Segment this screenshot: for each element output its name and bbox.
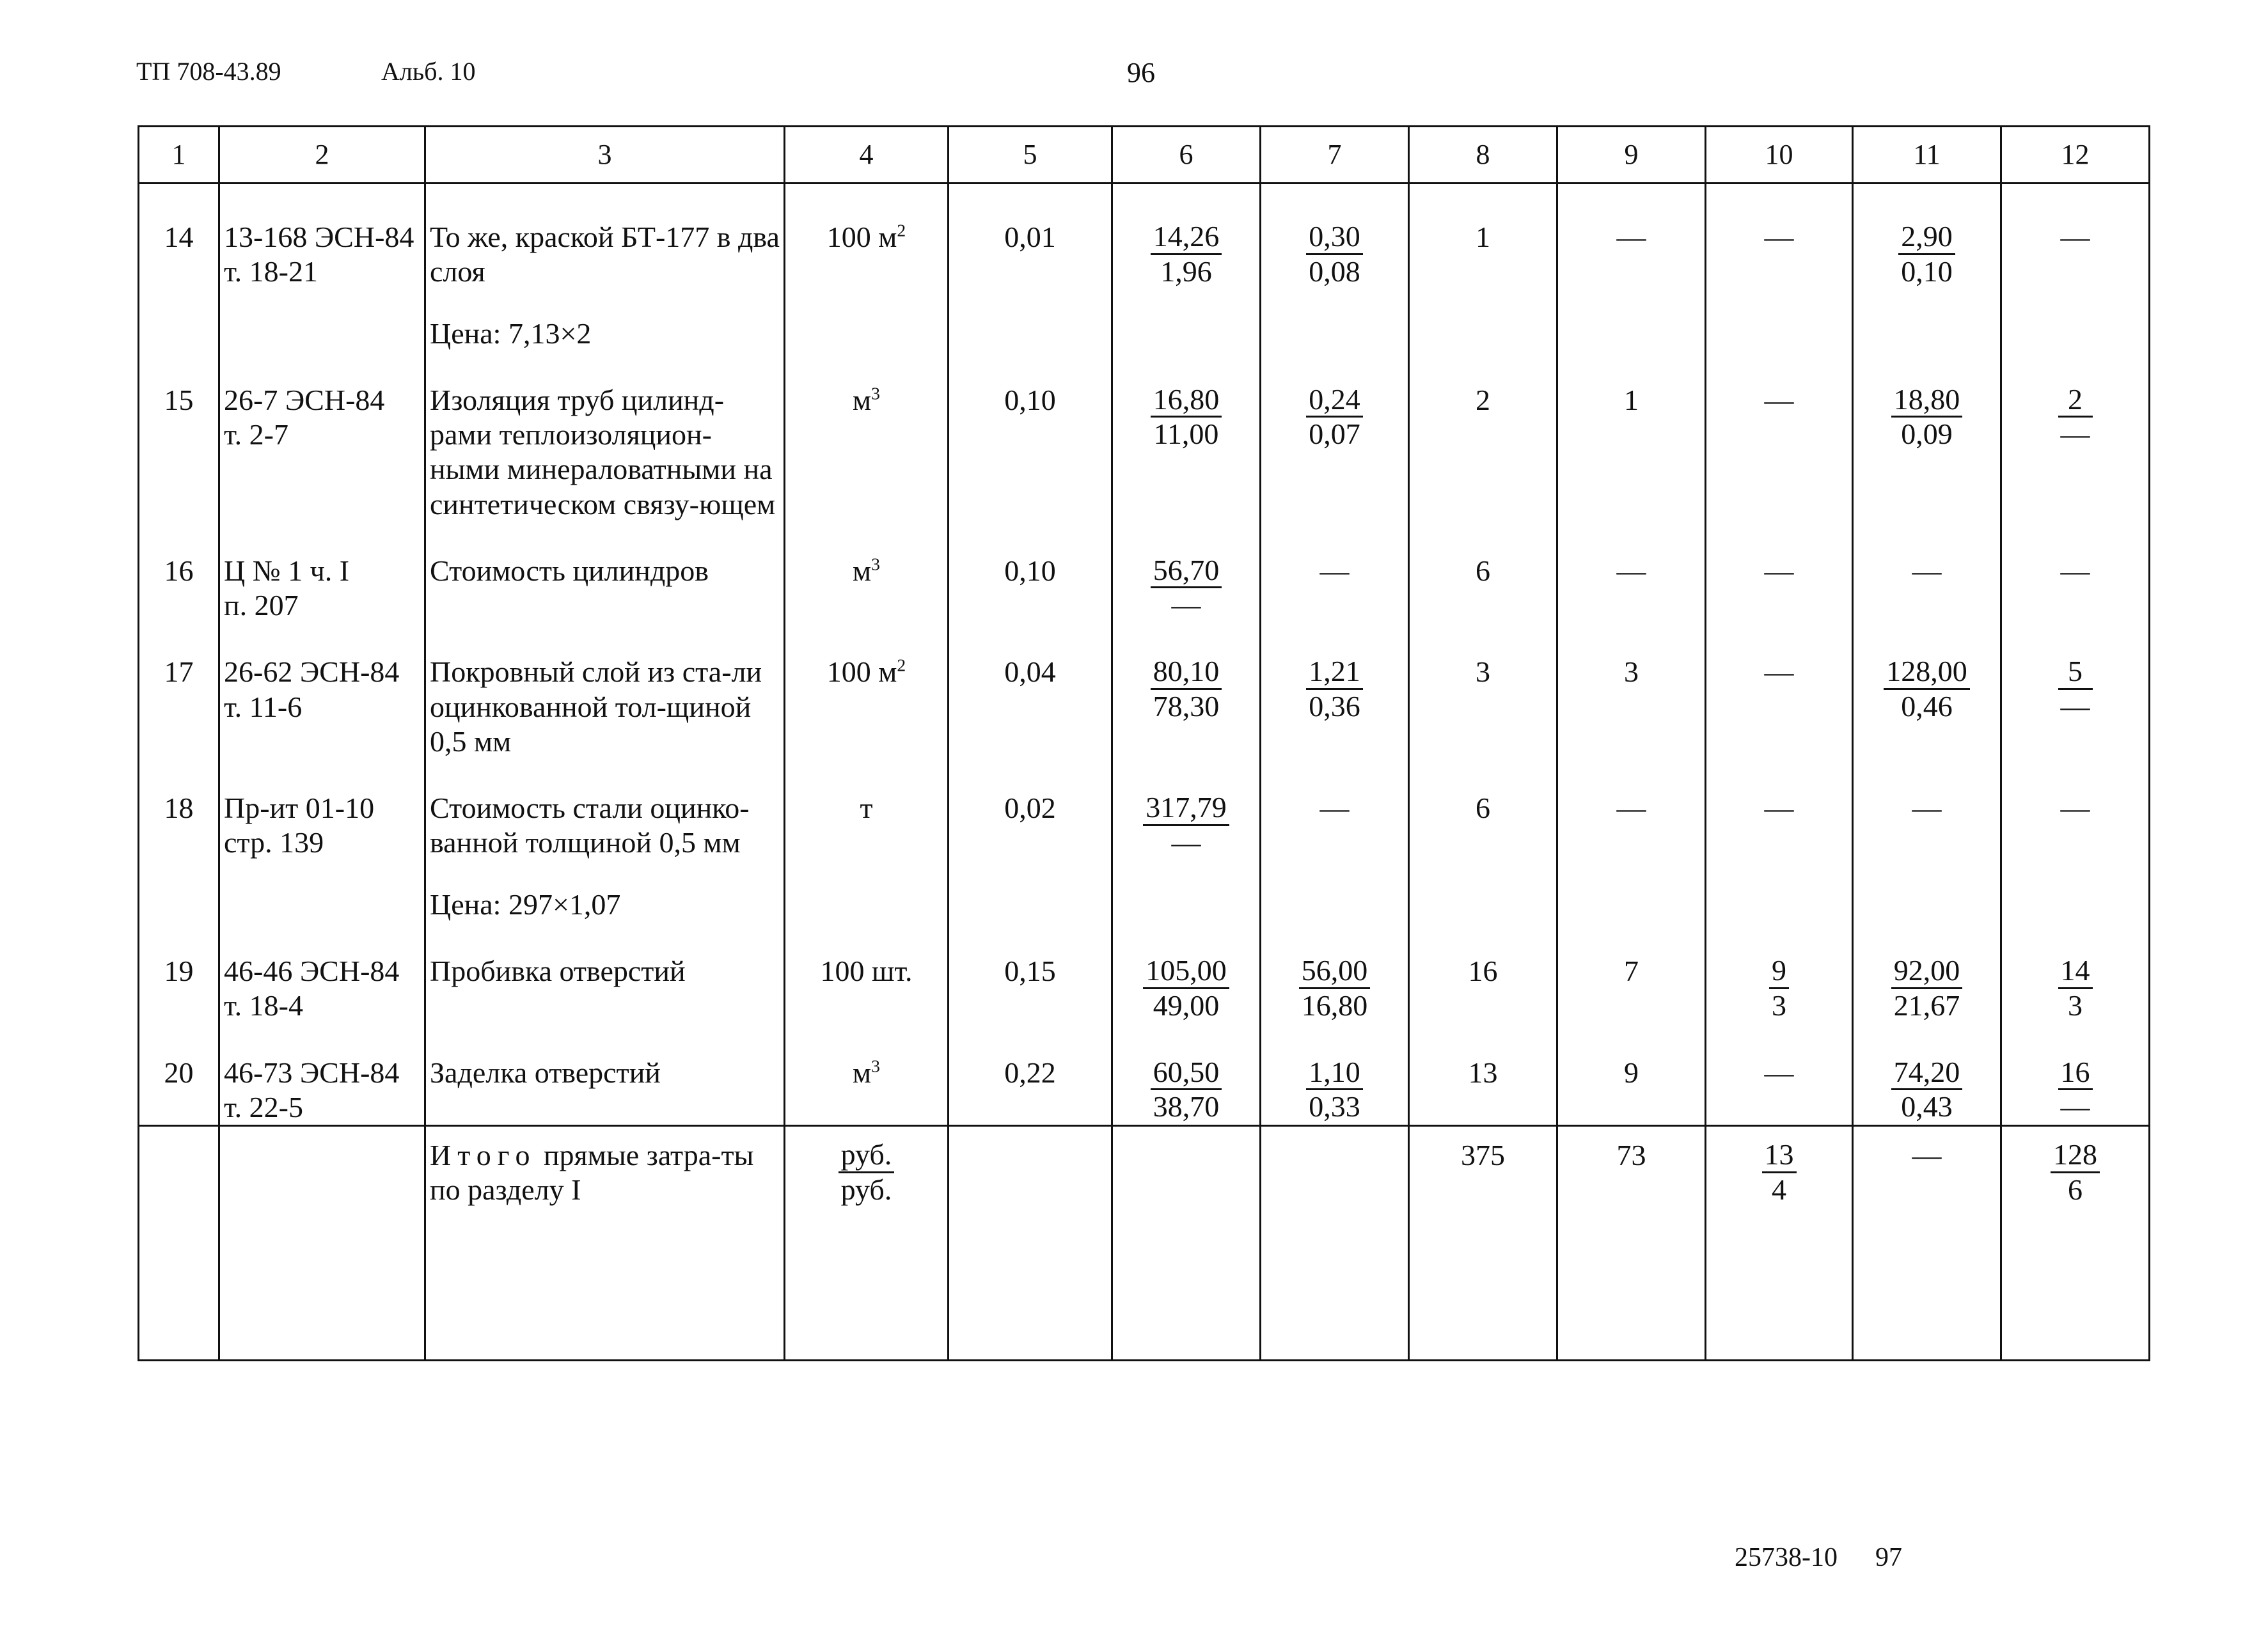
column-number: 2 [219,127,425,184]
cell-value: — [1764,554,1794,587]
fraction-numerator: 0,30 [1306,220,1363,255]
normative-code-cell [219,922,425,1024]
row-number-cell [139,759,219,922]
unit-label: м [853,1056,872,1089]
total-column-10-cell [1706,1126,1853,1361]
cell-value: 13 [1468,1056,1498,1089]
table-row [139,1024,2150,1126]
total-column-12-cell [2001,1126,2150,1361]
quantity-cell [949,184,1112,351]
total-empty-cell [949,1126,1112,1361]
cell-value: 6 [1476,792,1490,825]
unit-exponent: 2 [897,655,906,676]
fraction-denominator: — [1171,825,1201,859]
fraction-denominator: 0,08 [1309,254,1360,288]
fraction-value [1762,1138,1797,1206]
fraction-numerator: 1,10 [1306,1056,1363,1091]
total-label-cell [425,1126,785,1361]
normative-code-line: Пр-ит 01-10 [224,792,375,825]
fraction-denominator: 21,67 [1893,989,1960,1022]
column-10-cell [1706,922,1853,1024]
column-9-cell [1557,184,1706,351]
work-description-cell [425,1024,785,1126]
column-12-cell [2001,759,2150,922]
total-empty-cell [139,1126,219,1361]
normative-code-cell [219,1024,425,1126]
cell-value: — [1616,221,1646,253]
normative-code-line: п. 207 [224,589,299,622]
column-12-cell [2001,1024,2150,1126]
fraction-value [2058,954,2093,1022]
cell-value: — [1764,1056,1794,1089]
total-label-rest: прямые затра-ты по разделу I [430,1139,754,1207]
table-row [139,522,2150,623]
fraction-denominator: 0,33 [1309,1090,1360,1123]
column-6-cell [1112,522,1261,623]
unit-label: 100 м [826,655,897,689]
fraction-denominator: руб. [840,1173,892,1206]
cell-value: — [1764,655,1794,689]
footer-code: 25738-10 [1735,1543,1838,1572]
cell-value: 16 [1468,954,1498,987]
quantity-value: 0,04 [1004,655,1056,689]
total-empty-cell [219,1126,425,1361]
fraction-value [1151,383,1222,451]
work-description: То же, краской БТ-177 в два слоя [430,221,780,288]
fraction-numerator: 0,24 [1306,383,1363,418]
fraction-denominator: — [1171,588,1201,621]
column-number: 8 [1409,127,1557,184]
normative-code-line: 46-46 ЭСН-84 [224,954,400,987]
column-11-cell [1853,184,2001,351]
normative-code-line: 13-168 ЭСН-84 [224,221,414,253]
unit-cell [785,1024,949,1126]
table-row [139,184,2150,351]
fraction-numerator: 9 [1769,954,1789,989]
fraction-value [1306,1056,1363,1123]
row-number-cell [139,522,219,623]
work-description-cell [425,184,785,351]
unit-label: 100 м [826,221,897,253]
column-number: 3 [425,127,785,184]
fraction-denominator: 0,07 [1309,418,1360,451]
normative-code-line: т. 18-4 [224,989,303,1022]
fraction-numerator: 128 [2051,1138,2100,1173]
column-8-cell [1409,759,1557,922]
unit-cell [785,922,949,1024]
fraction-value [1891,954,1963,1022]
fraction-denominator: 16,80 [1301,989,1368,1022]
fraction-value [1143,791,1229,859]
fraction-numerator: 2,90 [1898,220,1955,255]
normative-code-line: 26-62 ЭСН-84 [224,655,400,689]
work-description-cell [425,351,785,522]
fraction-numerator: 14 [2058,954,2093,989]
column-number: 4 [785,127,949,184]
fraction-numerator: 16 [2058,1056,2093,1091]
fraction-denominator: 4 [1772,1173,1786,1206]
column-number: 9 [1557,127,1706,184]
cell-value: — [1912,554,1942,587]
column-11-cell [1853,922,2001,1024]
row-number: 20 [164,1056,194,1089]
quantity-value: 0,22 [1004,1056,1056,1089]
cell-value: — [2060,221,2090,253]
fraction-denominator: 6 [2068,1173,2083,1206]
unit-label: м [853,383,872,416]
fraction-denominator: 0,10 [1901,254,1953,288]
column-8-cell [1409,184,1557,351]
fraction-value [1891,1056,1963,1123]
fraction-value [1884,655,1970,723]
fraction-numerator: 74,20 [1891,1056,1963,1091]
column-9-cell [1557,522,1706,623]
fraction-denominator: 78,30 [1153,689,1220,723]
quantity-value: 0,01 [1004,221,1056,253]
work-description: Изоляция труб цилинд-рами теплоизоляцион-ными минераловатными на синтетическом связу-ющем [430,383,776,520]
cell-value: — [1912,792,1942,825]
column-7-cell [1261,522,1409,623]
table-row [139,922,2150,1024]
total-column-8-cell [1409,1126,1557,1361]
column-7-cell [1261,184,1409,351]
cell-value: 7 [1624,954,1639,987]
unit-label: т [860,792,873,825]
normative-code-line: т. 2-7 [224,418,288,451]
work-description: Стоимость цилиндров [430,554,709,587]
unit-cell [785,759,949,922]
price-note: Цена: 297×1,07 [430,887,621,921]
column-6-cell [1112,922,1261,1024]
work-description: Покровный слой из ста-ли оцинкованной тол-щиной 0,5 мм [430,655,762,758]
column-11-cell [1853,522,2001,623]
quantity-value: 0,02 [1004,792,1056,825]
unit-cell [785,351,949,522]
fraction-denominator: 0,09 [1901,418,1953,451]
column-6-cell [1112,184,1261,351]
work-description-cell [425,522,785,623]
cell-value: 9 [1624,1056,1639,1089]
column-10-cell [1706,184,1853,351]
quantity-cell [949,759,1112,922]
fraction-value [2058,655,2093,723]
fraction-numerator: 317,79 [1143,791,1229,826]
fraction-value [1143,954,1229,1022]
row-number: 16 [164,554,194,587]
fraction-denominator: 3 [1772,989,1786,1022]
fraction-value [1306,220,1363,288]
fraction-numerator: 16,80 [1151,383,1222,418]
fraction-value [1151,655,1222,723]
column-12-cell [2001,351,2150,522]
price-note: Цена: 7,13×2 [430,317,592,350]
fraction-numerator: 1,21 [1306,655,1363,690]
column-8-cell [1409,522,1557,623]
work-description: Заделка отверстий [430,1056,661,1089]
normative-code-line: т. 22-5 [224,1090,303,1123]
column-number: 6 [1112,127,1261,184]
work-description-cell [425,623,785,759]
normative-code-line: Ц № 1 ч. I [224,554,350,587]
column-6-cell [1112,1024,1261,1126]
table-row [139,759,2150,922]
column-number: 5 [949,127,1112,184]
column-11-cell [1853,759,2001,922]
footer-page-number: 97 [1875,1543,1902,1572]
normative-code-line: стр. 139 [224,826,324,859]
fraction-numerator: 105,00 [1143,954,1229,989]
row-number-cell [139,623,219,759]
column-11-cell [1853,351,2001,522]
fraction-numerator: 56,00 [1299,954,1371,989]
column-7-cell [1261,351,1409,522]
unit-cell [785,184,949,351]
normative-code-cell [219,351,425,522]
cell-value: 6 [1476,554,1490,587]
column-6-cell [1112,759,1261,922]
fraction-numerator: 92,00 [1891,954,1963,989]
column-12-cell [2001,184,2150,351]
fraction-numerator: 2 [2058,383,2093,418]
document-code: ТП 708-43.89 [136,57,281,86]
unit-exponent: 2 [897,220,906,240]
fraction-denominator: 0,46 [1901,689,1953,723]
column-10-cell [1706,759,1853,922]
normative-code-line: 46-73 ЭСН-84 [224,1056,400,1089]
total-row [139,1126,2150,1361]
total-empty-cell [1112,1126,1261,1361]
fraction-value [1151,1056,1222,1123]
fraction-value [2051,1138,2100,1206]
fraction-numerator: 56,70 [1151,554,1222,589]
fraction-denominator: — [2060,1090,2090,1123]
page-number: 96 [1127,57,1155,88]
unit-exponent: 3 [871,1056,880,1076]
column-6-cell [1112,623,1261,759]
cell-value: — [1912,1139,1942,1172]
fraction-numerator: 60,50 [1151,1056,1222,1091]
column-8-cell [1409,1024,1557,1126]
fraction-numerator: 5 [2058,655,2093,690]
column-10-cell [1706,351,1853,522]
row-number-cell [139,351,219,522]
cell-value: 73 [1616,1139,1646,1172]
fraction-numerator: 128,00 [1884,655,1970,690]
total-label-spaced: Итого [430,1139,537,1172]
column-number: 11 [1853,127,2001,184]
column-12-cell [2001,922,2150,1024]
fraction-denominator: 38,70 [1153,1090,1220,1123]
fraction-denominator: 3 [2068,989,2083,1022]
fraction-value [1891,383,1963,451]
column-11-cell [1853,1024,2001,1126]
column-number: 7 [1261,127,1409,184]
quantity-cell [949,922,1112,1024]
cell-value: 2 [1476,383,1490,416]
total-column-9-cell [1557,1126,1706,1361]
normative-code-line: 26-7 ЭСН-84 [224,383,385,416]
column-number: 1 [139,127,219,184]
album-label: Альб. 10 [381,57,476,86]
cell-value: — [1616,554,1646,587]
column-7-cell [1261,623,1409,759]
work-description: Пробивка отверстий [430,954,686,987]
row-number-cell [139,184,219,351]
row-number: 15 [164,383,194,416]
cell-value: 1 [1476,221,1490,253]
column-9-cell [1557,922,1706,1024]
column-12-cell [2001,522,2150,623]
fraction-denominator: 11,00 [1153,418,1219,451]
normative-code-line: т. 11-6 [224,690,303,723]
unit-cell [785,623,949,759]
normative-code-cell [219,184,425,351]
fraction-denominator: — [2060,689,2090,723]
column-11-cell [1853,623,2001,759]
row-number: 18 [164,792,194,825]
row-number: 19 [164,954,194,987]
cell-value: — [2060,792,2090,825]
cell-value: — [1319,554,1350,587]
column-number: 12 [2001,127,2150,184]
quantity-cell [949,351,1112,522]
column-8-cell [1409,922,1557,1024]
fraction-denominator: 1,96 [1160,254,1212,288]
column-6-cell [1112,351,1261,522]
row-number: 14 [164,221,194,253]
fraction-value [1299,954,1371,1022]
fraction-numerator: руб. [839,1138,895,1173]
quantity-value: 0,10 [1004,383,1056,416]
total-unit-cell [785,1126,949,1361]
cell-value: — [1764,221,1794,253]
fraction-denominator: — [2060,418,2090,451]
quantity-value: 0,10 [1004,554,1056,587]
column-8-cell [1409,351,1557,522]
column-7-cell [1261,759,1409,922]
column-number-row [139,127,2150,184]
fraction-value [1151,220,1222,288]
column-9-cell [1557,759,1706,922]
column-9-cell [1557,351,1706,522]
normative-code-line: т. 18-21 [224,255,318,288]
fraction-denominator: 0,36 [1309,689,1360,723]
column-7-cell [1261,922,1409,1024]
fraction-numerator: 13 [1762,1138,1797,1173]
column-10-cell [1706,522,1853,623]
cell-value: — [1764,383,1794,416]
column-9-cell [1557,1024,1706,1126]
fraction-value [1769,954,1789,1022]
table-row [139,351,2150,522]
cell-value: — [1616,792,1646,825]
work-description: Стоимость стали оцинко-ванной толщиной 0,5 мм [430,792,750,859]
fraction-value [1306,655,1363,723]
unit-cell [785,522,949,623]
column-10-cell [1706,1024,1853,1126]
cell-value: 1 [1624,383,1639,416]
fraction-numerator: 14,26 [1151,220,1222,255]
normative-code-cell [219,522,425,623]
fraction-denominator: 49,00 [1153,989,1220,1022]
work-description-cell [425,922,785,1024]
normative-code-cell [219,759,425,922]
column-9-cell [1557,623,1706,759]
fraction-value [1898,220,1955,288]
normative-code-cell [219,623,425,759]
total-column-11-cell [1853,1126,2001,1361]
column-number: 10 [1706,127,1853,184]
row-number-cell [139,922,219,1024]
unit-exponent: 3 [871,554,880,574]
work-description-cell [425,759,785,922]
cell-value: 375 [1461,1139,1505,1172]
fraction-numerator: 80,10 [1151,655,1222,690]
cell-value: 3 [1624,655,1639,689]
row-number-cell [139,1024,219,1126]
fraction-value [1306,383,1363,451]
fraction-value [839,1138,895,1206]
quantity-cell [949,623,1112,759]
quantity-value: 0,15 [1004,954,1056,987]
quantity-cell [949,522,1112,623]
cell-value: 3 [1476,655,1490,689]
total-empty-cell [1261,1126,1409,1361]
unit-label: м [853,554,872,587]
unit-label: 100 шт. [820,954,913,987]
table-row [139,623,2150,759]
unit-exponent: 3 [871,383,880,403]
cell-value: — [1764,792,1794,825]
fraction-value [2058,383,2093,451]
fraction-value [1151,554,1222,621]
estimate-table [138,125,2150,1361]
cell-value: — [2060,554,2090,587]
cell-value: — [1319,792,1350,825]
fraction-numerator: 18,80 [1891,383,1963,418]
fraction-denominator: 0,43 [1901,1090,1953,1123]
fraction-value [2058,1056,2093,1123]
column-7-cell [1261,1024,1409,1126]
quantity-cell [949,1024,1112,1126]
column-10-cell [1706,623,1853,759]
column-8-cell [1409,623,1557,759]
row-number: 17 [164,655,194,689]
column-12-cell [2001,623,2150,759]
